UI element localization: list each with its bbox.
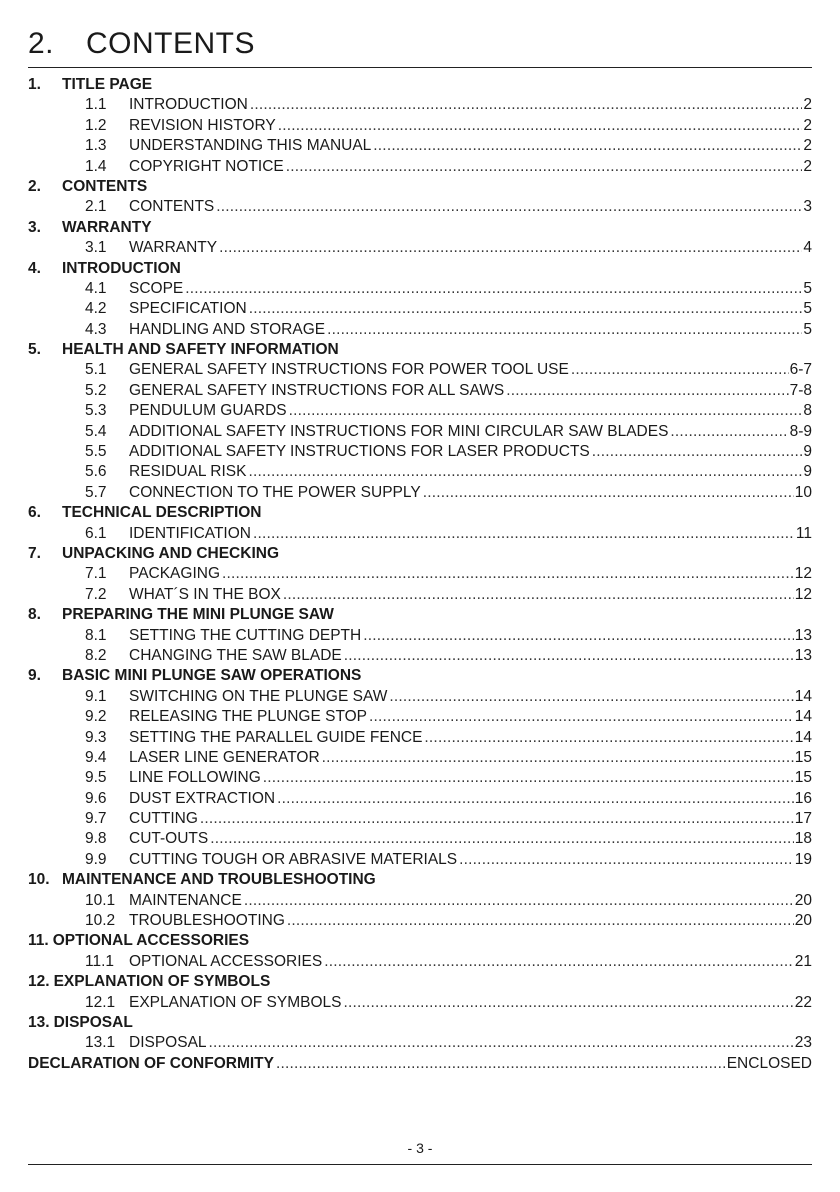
entry-page: 12 [794,565,812,583]
section-title: DISPOSAL [53,1013,133,1031]
dot-leader [592,442,803,462]
heading-title: CONTENTS [86,27,255,60]
entry-number: 13.1 [85,1034,116,1052]
section-title: EXPLANATION OF SYMBOLS [53,973,271,991]
section-number: 8. [28,606,41,624]
toc-entry[interactable] [28,462,812,482]
entry-page: 5 [803,300,812,318]
entry-page: 20 [794,912,812,930]
toc-section[interactable] [28,340,812,360]
section-number: 4. [28,259,41,277]
dot-leader [263,768,794,788]
entry-number: 8.1 [85,626,107,644]
dot-leader [244,891,794,911]
entry-title: ADDITIONAL SAFETY INSTRUCTIONS FOR MINI CIRCULAR SAW BLADES [129,422,669,440]
entry-title: MAINTENANCE [129,891,242,909]
entry-title: SPECIFICATION [129,300,247,318]
entry-page: 9 [803,463,812,481]
entry-page: 14 [794,728,812,746]
toc-section[interactable] [28,1013,812,1033]
toc-entry[interactable] [28,626,812,646]
section-title: HEALTH AND SAFETY INFORMATION [62,341,339,359]
page-heading [28,26,255,62]
entry-page: 20 [794,891,812,909]
entry-page: 9 [803,443,812,461]
toc-entry[interactable] [28,707,812,727]
entry-page: 8-9 [789,422,812,440]
toc-entry[interactable] [28,585,812,605]
entry-title: CONTENTS [129,198,215,216]
entry-number: 5.3 [85,402,107,420]
section-title: UNPACKING AND CHECKING [62,544,279,562]
entry-title: COPYRIGHT NOTICE [129,157,284,175]
entry-title: LASER LINE GENERATOR [129,748,320,766]
entry-number: 1.2 [85,116,107,134]
dot-leader [249,299,803,319]
toc-entry[interactable] [28,442,812,462]
dot-leader [344,646,794,666]
bottom-rule [28,1164,812,1165]
entry-title: RELEASING THE PLUNGE STOP [129,708,368,726]
entry-number: 12.1 [85,993,116,1011]
entry-title: CUTTING [129,810,198,828]
entry-page: 3 [803,198,812,216]
dot-leader [424,728,793,748]
entry-page: 15 [794,748,812,766]
entry-title: SWITCHING ON THE PLUNGE SAW [129,687,388,705]
section-title: CONTENTS [62,177,148,195]
entry-number: 11.1 [85,952,115,970]
dot-leader [571,360,789,380]
declaration-page: ENCLOSED [726,1054,812,1072]
section-number: 12. [28,973,50,991]
entry-page: 2 [803,96,812,114]
entry-page: 17 [794,810,812,828]
toc-section[interactable] [28,75,812,95]
entry-number: 9.6 [85,789,107,807]
entry-number: 9.4 [85,748,107,766]
dot-leader [222,564,794,584]
top-rule [28,67,812,68]
toc-entry[interactable] [28,911,812,931]
entry-number: 9.7 [85,810,107,828]
toc-entry[interactable] [28,483,812,503]
entry-number: 1.3 [85,137,107,155]
section-number: 2. [28,177,41,195]
entry-page: 19 [794,850,812,868]
section-number: 11. [28,932,49,950]
entry-number: 7.2 [85,585,107,603]
entry-title: PACKAGING [129,565,221,583]
section-title: TITLE PAGE [62,76,153,93]
entry-title: REVISION HISTORY [129,116,276,134]
toc-entry[interactable] [28,891,812,911]
toc-entry[interactable] [28,1033,812,1053]
entry-number: 10.1 [85,891,116,909]
entry-title: WARRANTY [129,239,218,257]
entry-page: 22 [794,993,812,1011]
entry-title: TROUBLESHOOTING [129,912,285,930]
dot-leader [423,483,794,503]
toc-entry[interactable] [28,401,812,421]
entry-page: 6-7 [789,361,812,379]
dot-leader [209,1033,794,1053]
dot-leader [219,238,802,258]
dot-leader [286,157,803,177]
page-number: - 3 - [407,1140,433,1156]
declaration-title: DECLARATION OF CONFORMITY [28,1054,274,1072]
toc-entry[interactable] [28,136,812,156]
entry-title: RESIDUAL RISK [129,463,247,481]
section-title: OPTIONAL ACCESSORIES [52,932,250,950]
section-number: 5. [28,341,41,359]
entry-page: 2 [803,157,812,175]
toc-section[interactable] [28,972,812,992]
entry-number: 9.3 [85,728,107,746]
toc-section[interactable] [28,503,812,523]
dot-leader [327,320,802,340]
toc-entry[interactable] [28,422,812,442]
section-number: 13. [28,1013,50,1031]
entry-page: 23 [794,1034,812,1052]
entry-page: 11 [795,524,812,542]
dot-leader [373,136,802,156]
toc-entry[interactable] [28,850,812,870]
toc-entry[interactable] [28,279,812,299]
entry-page: 14 [794,687,812,705]
toc-entry[interactable] [28,993,812,1013]
dot-leader [253,524,795,544]
entry-page: 13 [794,626,812,644]
entry-page: 13 [794,646,812,664]
entry-title: IDENTIFICATION [129,524,251,542]
toc-entry[interactable] [28,299,812,319]
entry-title: ADDITIONAL SAFETY INSTRUCTIONS FOR LASER PRODUCTS [129,443,590,461]
dot-leader [276,1054,726,1074]
section-number: 3. [28,218,41,236]
entry-number: 9.5 [85,769,107,787]
toc-entry[interactable] [28,748,812,768]
section-number: 6. [28,504,41,522]
entry-number: 10.2 [85,912,116,930]
entry-page: 2 [803,137,812,155]
entry-title: CONNECTION TO THE POWER SUPPLY [129,483,421,501]
dot-leader [389,687,793,707]
toc-entry[interactable] [28,564,812,584]
toc-entry[interactable] [28,157,812,177]
entry-page: 15 [794,769,812,787]
dot-leader [287,911,794,931]
dot-leader [322,748,794,768]
toc-entry[interactable] [28,768,812,788]
entry-title: CUTTING TOUGH OR ABRASIVE MATERIALS [129,850,458,868]
entry-number: 1.4 [85,157,107,175]
entry-page: 7-8 [789,381,812,399]
toc-entry[interactable] [28,728,812,748]
dot-leader [363,626,794,646]
dot-leader [670,422,788,442]
entry-number: 5.4 [85,422,107,440]
toc-section[interactable] [28,666,812,686]
entry-title: SETTING THE CUTTING DEPTH [129,626,362,644]
dot-leader [216,197,802,217]
entry-page: 18 [794,830,812,848]
entry-title: INTRODUCTION [129,96,248,114]
entry-page: 5 [803,320,812,338]
entry-number: 5.7 [85,483,107,501]
toc-entry[interactable] [28,646,812,666]
toc-entry[interactable] [28,809,812,829]
entry-number: 9.1 [85,687,107,705]
entry-page: 2 [803,116,812,134]
toc-declaration[interactable] [28,1054,812,1074]
entry-title: SETTING THE PARALLEL GUIDE FENCE [129,728,423,746]
entry-number: 6.1 [85,524,107,542]
entry-title: SCOPE [129,279,184,297]
entry-number: 4.3 [85,320,107,338]
entry-number: 5.6 [85,463,107,481]
section-title: MAINTENANCE AND TROUBLESHOOTING [62,871,376,889]
section-number: 10. [28,871,50,889]
toc-section[interactable] [28,544,812,564]
dot-leader [277,789,794,809]
toc-section[interactable] [28,218,812,238]
entry-title: DISPOSAL [129,1034,207,1052]
toc-entry[interactable] [28,197,812,217]
entry-title: GENERAL SAFETY INSTRUCTIONS FOR POWER TOOL USE [129,361,569,379]
section-title: BASIC MINI PLUNGE SAW OPERATIONS [62,667,362,685]
toc-entry[interactable] [28,381,812,401]
entry-title: DUST EXTRACTION [129,789,276,807]
dot-leader [506,381,788,401]
toc-entry[interactable] [28,952,812,972]
entry-number: 8.2 [85,646,107,664]
section-title: PREPARING THE MINI PLUNGE SAW [62,606,334,624]
toc-section[interactable] [28,177,812,197]
section-number: 7. [28,544,41,562]
entry-page: 8 [803,402,812,420]
toc-section[interactable] [28,870,812,890]
toc-section[interactable] [28,605,812,625]
entry-title: PENDULUM GUARDS [129,402,287,420]
dot-leader [459,850,794,870]
entry-title: UNDERSTANDING THIS MANUAL [129,137,372,155]
dot-leader [210,829,794,849]
section-title: WARRANTY [62,218,152,236]
toc-entry[interactable] [28,360,812,380]
entry-title: CHANGING THE SAW BLADE [129,646,342,664]
dot-leader [248,462,802,482]
entry-number: 9.2 [85,708,107,726]
entry-page: 4 [803,239,812,257]
dot-leader [200,809,794,829]
entry-title: LINE FOLLOWING [129,769,261,787]
table-of-contents [28,75,812,1074]
entry-page: 21 [794,952,812,970]
entry-title: OPTIONAL ACCESSORIES [129,952,323,970]
entry-number: 3.1 [85,239,107,257]
section-number: 1. [28,76,41,93]
dot-leader [185,279,802,299]
dot-leader [324,952,794,972]
entry-number: 4.2 [85,300,107,318]
entry-page: 16 [794,789,812,807]
entry-number: 5.2 [85,381,107,399]
toc-entry[interactable] [28,829,812,849]
toc-section[interactable] [28,931,812,951]
entry-number: 2.1 [85,198,107,216]
toc-entry[interactable] [28,789,812,809]
entry-title: CUT-OUTS [129,830,209,848]
dot-leader [278,116,803,136]
entry-title: GENERAL SAFETY INSTRUCTIONS FOR ALL SAWS [129,381,505,399]
toc-entry[interactable] [28,238,812,258]
toc-entry[interactable] [28,687,812,707]
heading-number: 2. [28,27,55,60]
dot-leader [289,401,803,421]
entry-title: WHAT´S IN THE BOX [129,585,281,603]
toc-section[interactable] [28,259,812,279]
toc-entry[interactable] [28,320,812,340]
entry-number: 9.9 [85,850,107,868]
entry-number: 4.1 [85,279,107,297]
toc-entry[interactable] [28,524,812,544]
entry-page: 12 [794,585,812,603]
dot-leader [343,993,793,1013]
entry-number: 7.1 [85,565,107,583]
section-title: INTRODUCTION [62,259,181,277]
entry-number: 9.8 [85,830,107,848]
toc-entry[interactable] [28,116,812,136]
dot-leader [369,707,794,727]
toc-entry[interactable] [28,95,812,115]
entry-number: 1.1 [85,96,107,114]
entry-page: 14 [794,708,812,726]
entry-page: 10 [794,483,812,501]
dot-leader [283,585,794,605]
section-title: TECHNICAL DESCRIPTION [62,504,262,522]
entry-title: EXPLANATION OF SYMBOLS [129,993,342,1011]
entry-number: 5.5 [85,443,107,461]
entry-title: HANDLING AND STORAGE [129,320,326,338]
section-number: 9. [28,667,41,685]
dot-leader [250,95,803,115]
entry-page: 5 [803,279,812,297]
entry-number: 5.1 [85,361,107,379]
